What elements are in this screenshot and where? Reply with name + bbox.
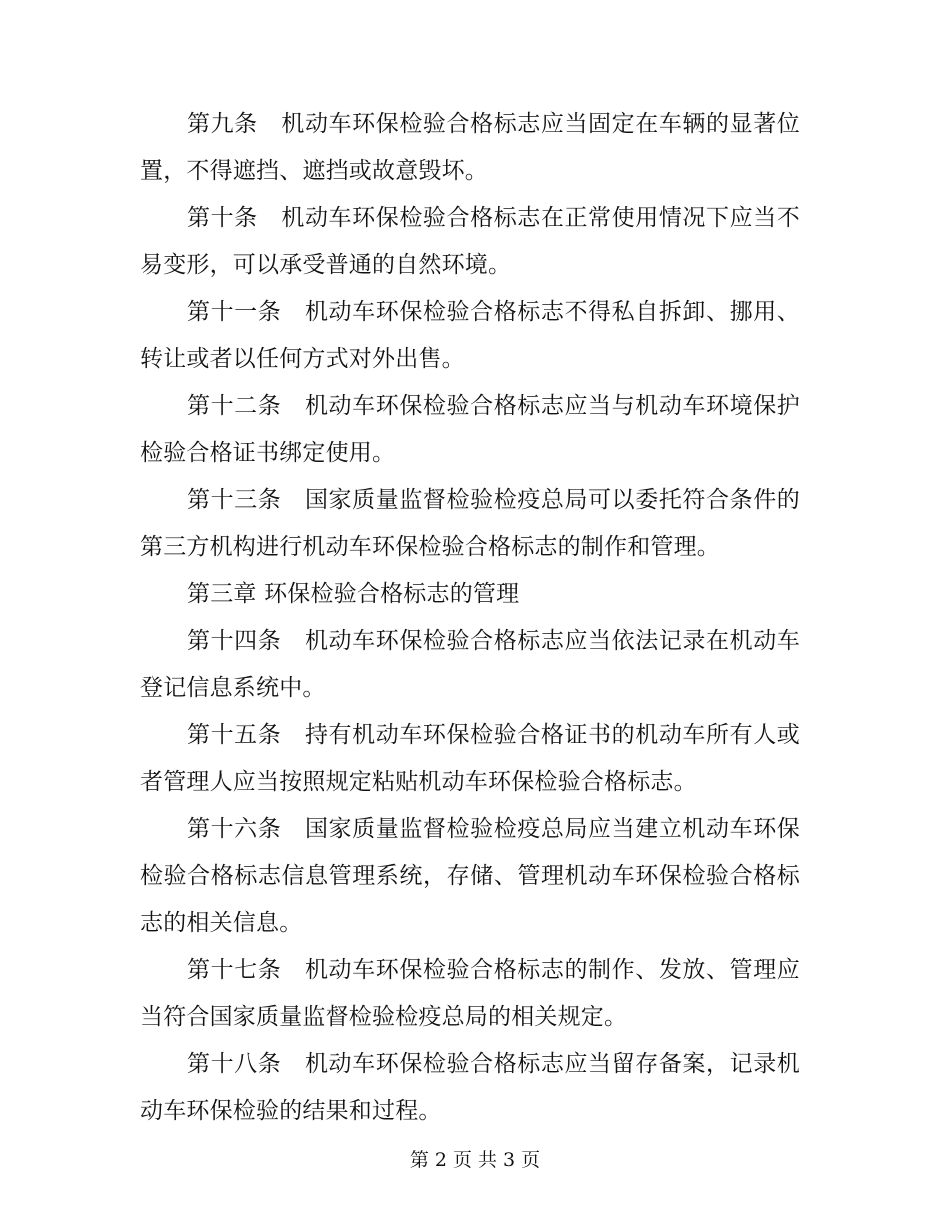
page-number-footer: 第 2 页 共 3 页 (409, 1149, 541, 1171)
article-10: 第十条 机动车环保检验合格标志在正常使用情况下应当不易变形，可以承受普通的自然环境。 (140, 205, 800, 278)
article-11: 第十一条 机动车环保检验合格标志不得私自拆卸、挪用、转让或者以任何方式对外出售。 (140, 299, 800, 372)
article-13: 第十三条 国家质量监督检验检疫总局可以委托符合条件的第三方机构进行机动车环保检验合格标志的制作和管理。 (140, 487, 800, 560)
article-14: 第十四条 机动车环保检验合格标志应当依法记录在机动车登记信息系统中。 (140, 628, 800, 701)
article-12: 第十二条 机动车环保检验合格标志应当与机动车环境保护检验合格证书绑定使用。 (140, 393, 800, 466)
document-body (140, 101, 800, 1135)
article-18: 第十八条 机动车环保检验合格标志应当留存备案，记录机动车环保检验的结果和过程。 (140, 1051, 800, 1124)
article-17: 第十七条 机动车环保检验合格标志的制作、发放、管理应当符合国家质量监督检验检疫总局的相关规定。 (140, 957, 800, 1030)
article-15: 第十五条 持有机动车环保检验合格证书的机动车所有人或者管理人应当按照规定粘贴机动车环保检验合格标志。 (140, 722, 800, 795)
article-16: 第十六条 国家质量监督检验检疫总局应当建立机动车环保检验合格标志信息管理系统，存储、管理机动车环保检验合格标志的相关信息。 (140, 816, 800, 936)
chapter-3-heading: 第三章 环保检验合格标志的管理 (187, 581, 520, 607)
article-9: 第九条 机动车环保检验合格标志应当固定在车辆的显著位置，不得遮挡、遮挡或故意毁坏。 (140, 111, 800, 184)
